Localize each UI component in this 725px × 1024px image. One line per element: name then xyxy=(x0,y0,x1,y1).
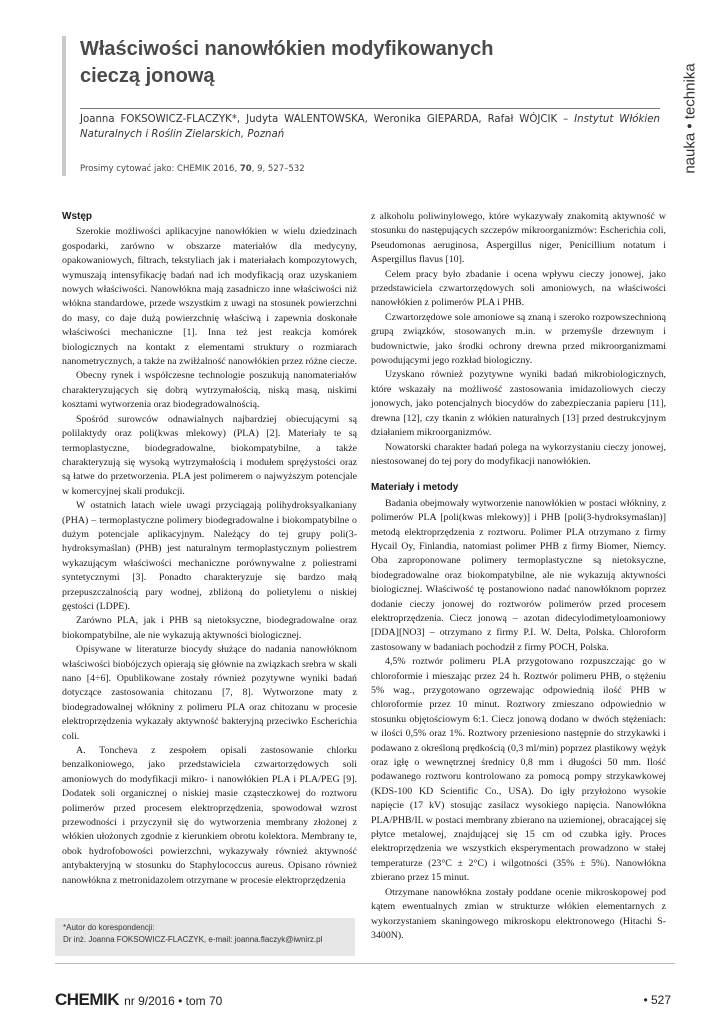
affiliation: – Instytut Włókien Naturalnych i Roślin Zielarskich, Poznań xyxy=(80,114,660,140)
paragraph: Zarówno PLA, jak i PHB są nietoksyczne, biodegradowalne oraz biokompatybilne, ale nie wykazują aktywności biologicznej. xyxy=(62,615,357,641)
article-header xyxy=(62,36,660,176)
footer-divider xyxy=(55,963,675,964)
correspondence-footnote xyxy=(55,918,355,956)
left-column xyxy=(62,210,357,888)
section-heading-methods: Materiały i metody xyxy=(371,482,459,494)
paragraph: z alkoholu poliwinylowego, które wykazywały znakomitą aktywność w stosunku do następujących szczepów mikroorganizmów: Escherichia coli, Pseudomonas aeruginosa, Aspergillus niger, Penicillium notatum i Aspergillus flavus [10]. xyxy=(371,211,666,266)
right-column xyxy=(371,210,666,943)
paragraph: W ostatnich latach wiele uwagi przyciągają polihydroksyalkaniany (PHA) – termoplastyczne polimery biodegradowalne i biokompatybilne o dużym potencjale aplikacyjnym. Należący do tej grupy poli(3-hydroksymaślan) (PHB) jest naturalnym termoplastycznym poliestrem wykazującym właściwości mechaniczne porównywalne z poliestrami syntetycznymi [3]. Ponadto charakteryzuje się bardzo małą przepuszczalnością pary wodnej, zbliżoną do polietylenu o niskiej gęstości (LDPE). xyxy=(62,500,357,612)
authors-block xyxy=(80,108,660,142)
citation-rest: , 9, 527–532 xyxy=(251,164,305,174)
section-spacer xyxy=(371,469,666,481)
journal-footer xyxy=(55,990,222,1010)
paragraph: Opisywane w literaturze biocydy służące do nadania nanowłóknom właściwości biobójczych opierają się głównie na związkach srebra w skali nano [4÷6]. Opublikowane zostały również pozytywne wyniki badań dotyczące zastosowania chitozanu [7, 8]. Wytworzone maty z biodegradowalnej włókniny z polimeru PLA oraz chitozanu w procesie elektroprzędzenia wykazały aktywność bakteryjną przeciwko Escherichia coli. xyxy=(62,644,357,742)
paragraph: A. Toncheva z zespołem opisali zastosowanie chlorku benzalkoniowego, jako przedstawiciela czwartorzędowych soli amoniowych do modyfikacji mikro- i nanowłókien PLA i PLA/PEG [9]. Dodatek soli organicznej o niskiej masie cząsteczkowej do roztworu polimerów przed procesem elektroprzędzenia, spowodował wzrost przewodności i przyczynił się do wytworzenia membrany złożonej z włókien ułożonych zgodnie z kierunkiem obrotu kolektora. Membrany te, obok hydrofobowości powierzchni, wykazywały również aktywność antybakteryjną w stosunku do Staphylococcus aureus. Opisano również nanowłókna z metronidazolem otrzymane w procesie elektroprzędzenia xyxy=(62,745,357,886)
paragraph: Obecny rynek i współczesne technologie poszukują nanomateriałów charakteryzujących się dobrą wytrzymałością, niską masą, niskimi kosztami wytworzenia oraz biodegradowalnością. xyxy=(62,370,357,411)
citation-prefix: Prosimy cytować jako: CHEMIK 2016, xyxy=(80,164,240,174)
journal-logo: CHEMIK xyxy=(55,990,120,1009)
paragraph: Spośród surowców odnawialnych najbardziej obiecującymi są polilaktydy oraz poli(kwas mlekowy) (PLA) [2]. Materiały te są termoplastyczne, biodegradowalne, biokompatybilne, a także charakteryzują się wysoką wytrzymałością i modułem sprężystości oraz są łatwe do przetworzenia. PLA jest polimerem o najwyższym potencjale w komercyjnej skali produkcji. xyxy=(62,413,357,497)
article-title: Właściwości nanowłókien modyfikowanych cieczą jonową xyxy=(80,38,494,87)
paragraph: Nowatorski charakter badań polega na wykorzystaniu cieczy jonowej, niestosowanej do tej pory do modyfikacji nanowłókien. xyxy=(371,441,666,467)
paragraph: Otrzymane nanowłókna zostały poddane ocenie mikroskopowej pod kątem ewentualnych zmian w strukturze włókien elementarnych z wykorzystaniem skaningowego mikroskopu elektronowego (Hitachi S-3400N). xyxy=(371,886,666,941)
citation-volume: 70 xyxy=(239,164,252,174)
page-number: • 527 xyxy=(643,993,671,1007)
section-side-tab xyxy=(675,28,705,208)
citation xyxy=(80,164,660,174)
paragraph: Celem pracy było zbadanie i ocena wpływu cieczy jonowej, jako przedstawiciela czwartorzędowych soli amoniowych, na właściwości nanowłókien z polimerów PLA i PHB. xyxy=(371,268,666,309)
section-heading-intro: Wstęp xyxy=(62,211,92,222)
paragraph: Uzyskano również pozytywne wyniki badań mikrobiologicznych, które wskazały na możliwość zastosowania imidazoliowych cieczy jonowych, jako potencjalnych biocydów do zabezpieczania papieru [11], drewna [12], czy tkanin z włókien naturalnych [13] przed destrukcyjnym działaniem mikroorganizmów. xyxy=(371,369,666,439)
paragraph: Badania obejmowały wytworzenie nanowłókien w postaci włókniny, z polimerów PLA [poli(kwas mlekowy)] i PHB [poli(3-hydroksymaślan)] metodą elektroprzędzenia z roztworu. Polimer PLA otrzymano z firmy Hycail Oy, Finlandia, natomiast polimer PHB z firmy Biomer, Niemcy. Oba zaproponowane polimery termoplastyczne są nietoksyczne, biodegradowalne oraz biokompatybilne, ale nie wykazują aktywności biologicznej. Właściwość tę postanowiono nadać nanowłóknom poprzez dodanie cieczy jonowej do roztworów polimerów przed procesem elektroprzędzenia. Ciecz jonową – azotan didecylodimetyloamoniowy [DDA][NO3] – otrzymano z firmy P.I. W. Delta, Polska. Chloroform zastosowany w badaniach pochodził z firmy POCH, Polska. xyxy=(371,497,666,653)
footnote-contact: Dr inż. Joanna FOKSOWICZ-FLACZYK, e-mail: joanna.flaczyk@iwnirz.pl xyxy=(63,935,323,944)
side-tab-label: nauka • technika xyxy=(681,62,699,174)
author-names: Joanna FOKSOWICZ-FLACZYK*, Judyta WALENTOWSKA, Weronika GIEPARDA, Rafał WÓJCIK xyxy=(80,114,558,125)
paragraph: 4,5% roztwór polimeru PLA przygotowano rozpuszczając go w chloroformie i mieszając przez 24 h. Roztwór polimeru PHB, o stężeniu 5% wag., przygotowano ogrzewając odpowiednią ilość PHB w chloroformie przez 10 minut. Roztwory zmieszano odpowiednio w stosunku objętościowym 6:1. Ciecz jonową dodano w dwóch stężeniach: w ilości 0,5% oraz 1%. Roztwory przeniesiono następnie do strzykawki i podawano z określoną prędkością (0,3 ml/min) poprzez plastikowy wężyk oraz igłę o wewnętrznej średnicy 0,8 mm i długości 50 mm. Ilość podawanego roztworu kontrolowano za pomocą pompy strzykawkowej (KDS-100 KD Scientific Co., USA). Do igły przyłożono wysokie napięcie (17 kV) stosując zasilacz wysokiego napięcia. Nanowłókna PLA/PHB/IL w postaci membrany zbierano na uziemionej, obracającej się płytce metalowej, znajdującej się 15 cm od czubka igły. Proces elektroprzędzenia we wszystkich eksperymentach prowadzono w stałej temperaturze (23°C ± 2°C) i wilgotności (35% ± 5%). Nanowłókna zbierano przez 15 minut. xyxy=(371,656,666,884)
footnote-label: *Autor do korespondencji: xyxy=(63,923,155,932)
paragraph: Czwartorzędowe sole amoniowe są znaną i szeroko rozpowszechnioną grupą związków, stosowanych m.in. w przemyśle drzewnym i budownictwie, jako środki ochrony drewna przed mikroorganizmami powodującymi jego rozkład biologiczny. xyxy=(371,311,666,367)
paragraph: Szerokie możliwości aplikacyjne nanowłókien w wielu dziedzinach gospodarki, zarówno w obszarze materiałów dla medycyny, opakowaniowych, filtrach, tekstyliach jak i materiałach kompozytowych, wymuszają intensyfikację badań nad ich modyfikacją oraz uzyskaniem nowych właściwości. Nanowłókna mają zasadniczo inne właściwości niż włókna standardowe, przede wszystkim z uwagi na stosunek powierzchni do masy, co daje dużą powierzchnię właściwą i zapewnia doskonałe właściwości mechaniczne [1]. Inna też jest reakcja komórek biologicznych na kontakt z elementami struktury o rozmiarach nanometrycznych, a także na zwiłżalność nanowłókien przez różne ciecze. xyxy=(62,226,357,368)
issue-info: nr 9/2016 • tom 70 xyxy=(124,994,223,1008)
